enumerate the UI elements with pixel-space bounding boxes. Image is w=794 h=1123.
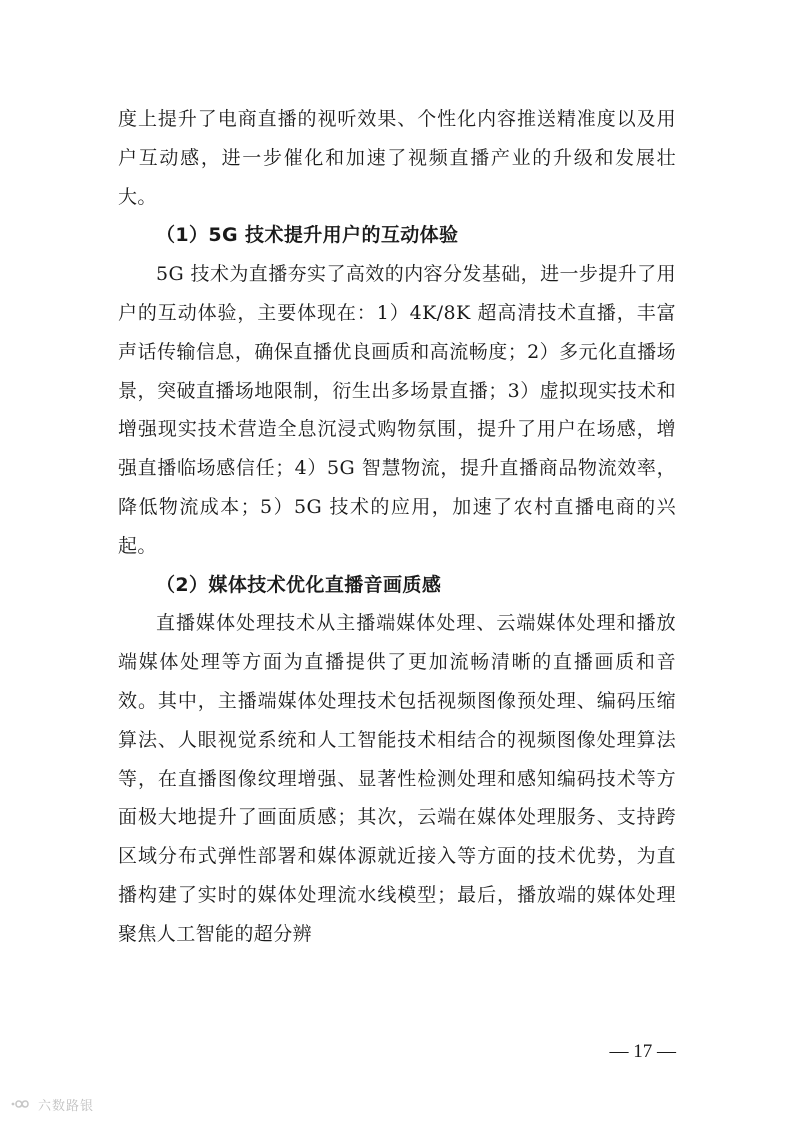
section-heading-media: （2）媒体技术优化直播音画质感 bbox=[156, 573, 442, 596]
infinity-logo-icon bbox=[10, 1094, 34, 1114]
paragraph-continued: 度上提升了电商直播的视听效果、个性化内容推送精准度以及用户互动感，进一步催化和加速了视频直播产业的升级和发展壮大。 bbox=[118, 108, 676, 208]
page-number: — 17 — bbox=[609, 1041, 676, 1062]
section-heading-5g: （1）5G 技术提升用户的互动体验 bbox=[156, 224, 459, 247]
document-body bbox=[118, 100, 676, 954]
watermark-text: 六数路银 bbox=[38, 1098, 95, 1114]
paragraph-5g: 5G 技术为直播夯实了高效的内容分发基础，进一步提升了用户的互动体验，主要体现在：1）4K/8K 超高清技术直播，丰富声话传输信息，确保直播优良画质和高流畅度；2）多元化直播场景，突破直播场地限制，衍生出多场景直播；3）虚拟现实技术和增强现实技术营造全息沉浸式购物氛围，提升了用户在场感，增强直播临场感信任；4）5G 智慧物流，提升直播商品物流效率，降低物流成本；5）5G 技术的应用，加速了农村直播电商的兴起。 bbox=[118, 263, 676, 557]
watermark bbox=[10, 1094, 94, 1114]
paragraph-media: 直播媒体处理技术从主播端媒体处理、云端媒体处理和播放端媒体处理等方面为直播提供了更加流畅清晰的直播画质和音效。其中，主播端媒体处理技术包括视频图像预处理、编码压缩算法、人眼视觉系统和人工智能技术相结合的视频图像处理算法等，在直播图像纹理增强、显著性检测处理和感知编码技术等方面极大地提升了画面质感；其次，云端在媒体处理服务、支持跨区域分布式弹性部署和媒体源就近接入等方面的技术优势，为直播构建了实时的媒体处理流水线模型；最后，播放端的媒体处理聚焦人工智能的超分辨 bbox=[118, 612, 676, 945]
